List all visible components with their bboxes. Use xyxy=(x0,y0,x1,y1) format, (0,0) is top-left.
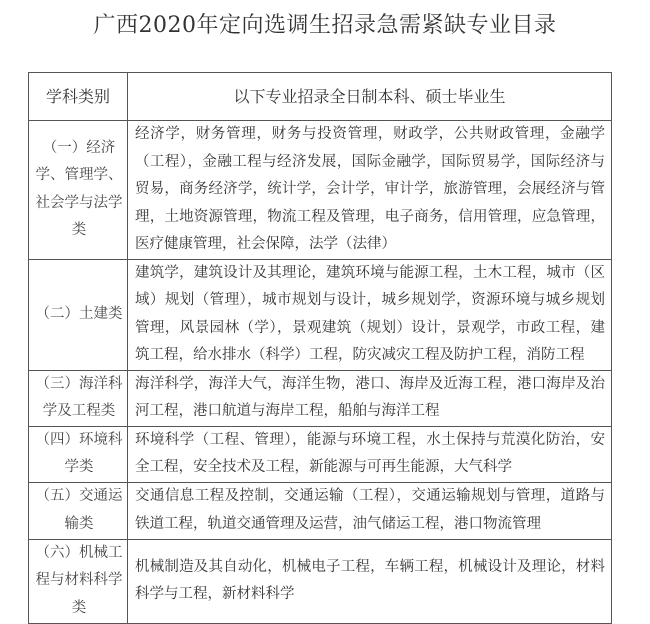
category-cell: （一）经济学、管理学、社会学与法学类 xyxy=(29,121,128,260)
category-cell: （三）海洋科学及工程类 xyxy=(29,370,128,426)
document-title: 广西2020年定向选调生招录急需紧缺专业目录 xyxy=(93,13,557,38)
category-cell: （二）土建类 xyxy=(29,259,128,370)
majors-cell: 建筑学，建筑设计及其理论，建筑环境与能源工程，土木工程，城市（区域）规划（管理），城市规划与设计，城乡规划学，资源环境与城乡规划管理，风景园林（学），景观建筑（规划）设计，景观学，市政工程，建筑工程，给水排水（科学）工程，防灾减灾工程及防护工程，消防工程 xyxy=(128,259,612,370)
table-row xyxy=(29,259,612,370)
table-row xyxy=(29,121,612,260)
category-cell: （五）交通运输类 xyxy=(29,482,128,539)
table-row xyxy=(29,539,612,623)
category-cell: （四）环境科学类 xyxy=(29,426,128,482)
header-majors: 以下专业招录全日制本科、硕士毕业生 xyxy=(128,73,612,121)
majors-cell: 机械制造及其自动化，机械电子工程，车辆工程，机械设计及理论，材料科学与工程，新材料科学 xyxy=(128,539,612,623)
majors-cell: 经济学，财务管理，财务与投资管理，财政学，公共财政管理，金融学（工程），金融工程与经济发展，国际金融学，国际贸易学，国际经济与贸易，商务经济学，统计学，会计学，审计学，旅游管理，会展经济与管理，土地资源管理，物流工程及管理，电子商务，信用管理，应急管理，医疗健康管理，社会保障，法学（法律） xyxy=(128,121,612,260)
majors-cell: 海洋科学，海洋大气，海洋生物，港口、海岸及近海工程，港口海岸及治河工程，港口航道与海岸工程，船舶与海洋工程 xyxy=(128,370,612,426)
category-cell: （六）机械工程与材料科学类 xyxy=(29,539,128,623)
table-row xyxy=(29,370,612,426)
table-row xyxy=(29,482,612,539)
majors-table xyxy=(28,72,612,624)
header-category: 学科类别 xyxy=(29,73,128,121)
majors-cell: 环境科学（工程、管理），能源与环境工程，水土保持与荒漠化防治，安全工程，安全技术及工程，新能源与可再生能源，大气科学 xyxy=(128,426,612,482)
majors-cell: 交通信息工程及控制，交通运输（工程），交通运输规划与管理，道路与铁道工程，轨道交通管理及运营，油气储运工程，港口物流管理 xyxy=(128,482,612,539)
table-header-row xyxy=(29,73,612,121)
table-row xyxy=(29,426,612,482)
